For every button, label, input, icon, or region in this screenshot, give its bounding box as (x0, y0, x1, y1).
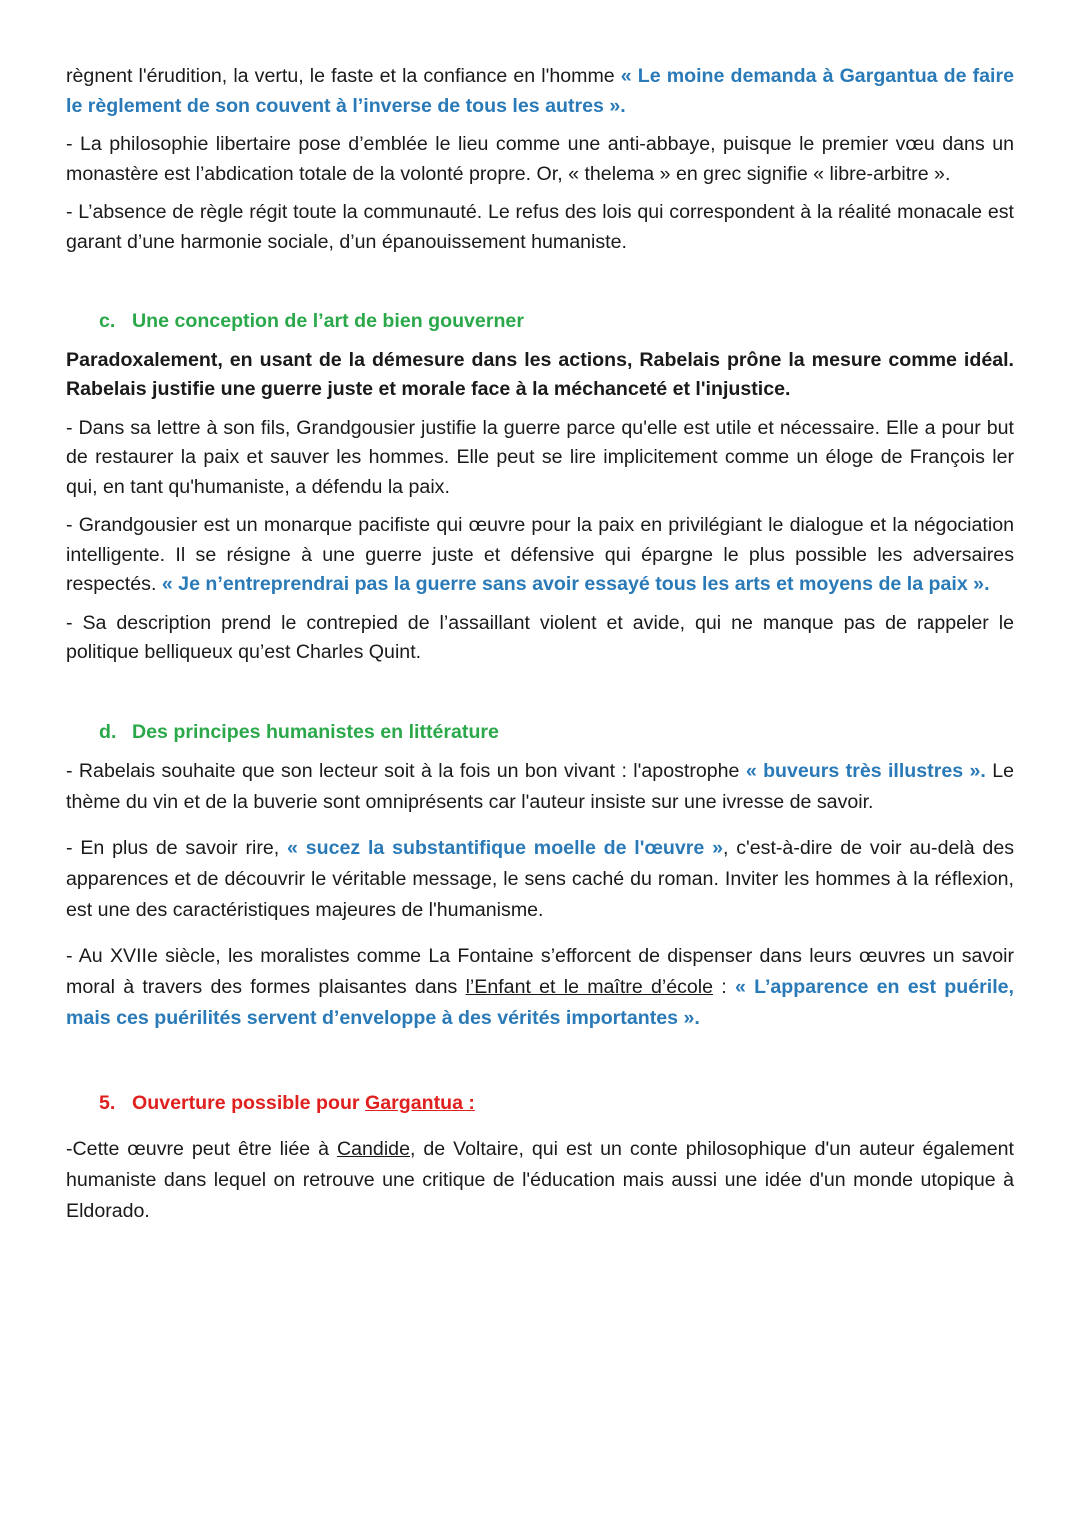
paragraph-lettre-grandgousier (66, 414, 1014, 503)
text-run: - La philosophie libertaire pose d’emblée le lieu comme une anti-abbaye, puisque le premier vœu dans un monastère est l’abdication totale de la volonté propre. Or, « thelema » en grec signifie « libre-arbitre ». (66, 133, 1014, 185)
text-run: -Cette œuvre peut être liée à (66, 1137, 337, 1160)
document-page (66, 62, 1014, 1227)
heading-number: c. (99, 310, 116, 332)
text-run: , c'est-à-dire de voir au-delà des apparences et de découvrir le véritable message, le sens caché du roman. Inviter les hommes à la réflexion, est une des caractéristiques majeures de l'humanisme. (66, 837, 1015, 921)
section-heading-c (99, 307, 1014, 337)
section-heading-d (99, 718, 1014, 748)
text-run: - L’absence de règle régit toute la communauté. Le refus des lois qui correspondent à la réalité monacale est garant d’une harmonie sociale, d’un épanouissement humaniste. (66, 201, 1014, 253)
heading-number: d. (99, 720, 117, 743)
heading-text: Des principes humanistes en littérature (132, 720, 499, 743)
section-heading-5 (99, 1089, 1014, 1119)
heading-work-title-gargantua: Gargantua : (365, 1092, 475, 1114)
quote-apparence: « L’apparence en est puérile, mais ces puérilités servent d’enveloppe à des vérités importantes ». (66, 976, 1014, 1029)
text-run: règnent l'érudition, la vertu, le faste et la confiance en l'homme (66, 65, 621, 87)
paragraph-candide (66, 1134, 1014, 1227)
paragraph-philosophie-libertaire (66, 130, 1014, 189)
paragraph-charles-quint (66, 609, 1014, 668)
paragraph-buveurs (66, 756, 1014, 818)
paragraph-substantifique-moelle (66, 833, 1014, 926)
text-run: , de Voltaire, qui est un conte philosophique d'un auteur également humaniste dans lequel on retrouve une critique de l'éducation mais aussi une idée d'un monde utopique à Eldorado. (66, 1137, 1014, 1222)
text-run: - En plus de savoir rire, (66, 837, 288, 859)
text-run: : (713, 976, 735, 998)
text-run: - Au XVIIe siècle, les moralistes comme La Fontaine s’efforcent de dispenser dans leurs œuvres un savoir moral à travers des formes plaisantes dans (66, 945, 1014, 998)
quote-moelle: « sucez la substantifique moelle de l'œuvre » (287, 837, 723, 859)
text-run: - Dans sa lettre à son fils, Grandgousier justifie la guerre parce qu'elle est utile et nécessaire. Elle a pour but de restaurer la paix et sauver les hommes. Elle peut se lire implicitement comme un éloge de François ler qui, en tant qu'humaniste, a défendu la paix. (66, 416, 1014, 498)
quote-moine: « Le moine demanda à Gargantua de faire le règlement de son couvent à l’inverse de tous les autres ». (66, 65, 1014, 117)
heading-number: 5. (99, 1092, 116, 1114)
paragraph-la-fontaine (66, 941, 1014, 1034)
text-run: - Sa description prend le contrepied de l’assaillant violent et avide, qui ne manque pas de rappeler le politique belliqueux qu’est Charles Quint. (66, 611, 1014, 663)
quote-buveurs: « buveurs très illustres ». (745, 760, 986, 782)
text-run: Paradoxalement, en usant de la démesure dans les actions, Rabelais prône la mesure comme idéal. Rabelais justifie une guerre juste et morale face à la méchanceté et l'injustice. (66, 348, 1014, 400)
paragraph-theleme-intro (66, 62, 1014, 121)
paragraph-absence-de-regle (66, 198, 1014, 257)
paragraph-thesis-gouverner (66, 346, 1014, 405)
heading-text: Ouverture possible pour (132, 1092, 365, 1114)
quote-guerre: « Je n’entreprendrai pas la guerre sans avoir essayé tous les arts et moyens de la paix ». (161, 573, 990, 595)
work-title-enfant-maitre: l’Enfant et le maître d’école (465, 976, 714, 998)
work-title-candide: Candide (336, 1137, 410, 1160)
heading-text: Une conception de l’art de bien gouverner (132, 310, 524, 332)
paragraph-monarque-pacifiste (66, 511, 1014, 600)
text-run: - Grandgousier est un monarque pacifiste qui œuvre pour la paix en privilégiant le dialogue et la négociation intelligente. Il se résigne à une guerre juste et défensive qui épargne le plus possible les adversaires respectés. (66, 514, 1014, 595)
text-run: Le thème du vin et de la buverie sont omniprésents car l'auteur insiste sur une ivresse de savoir. (66, 760, 1014, 813)
text-run: - Rabelais souhaite que son lecteur soit à la fois un bon vivant : l'apostrophe (66, 760, 746, 782)
